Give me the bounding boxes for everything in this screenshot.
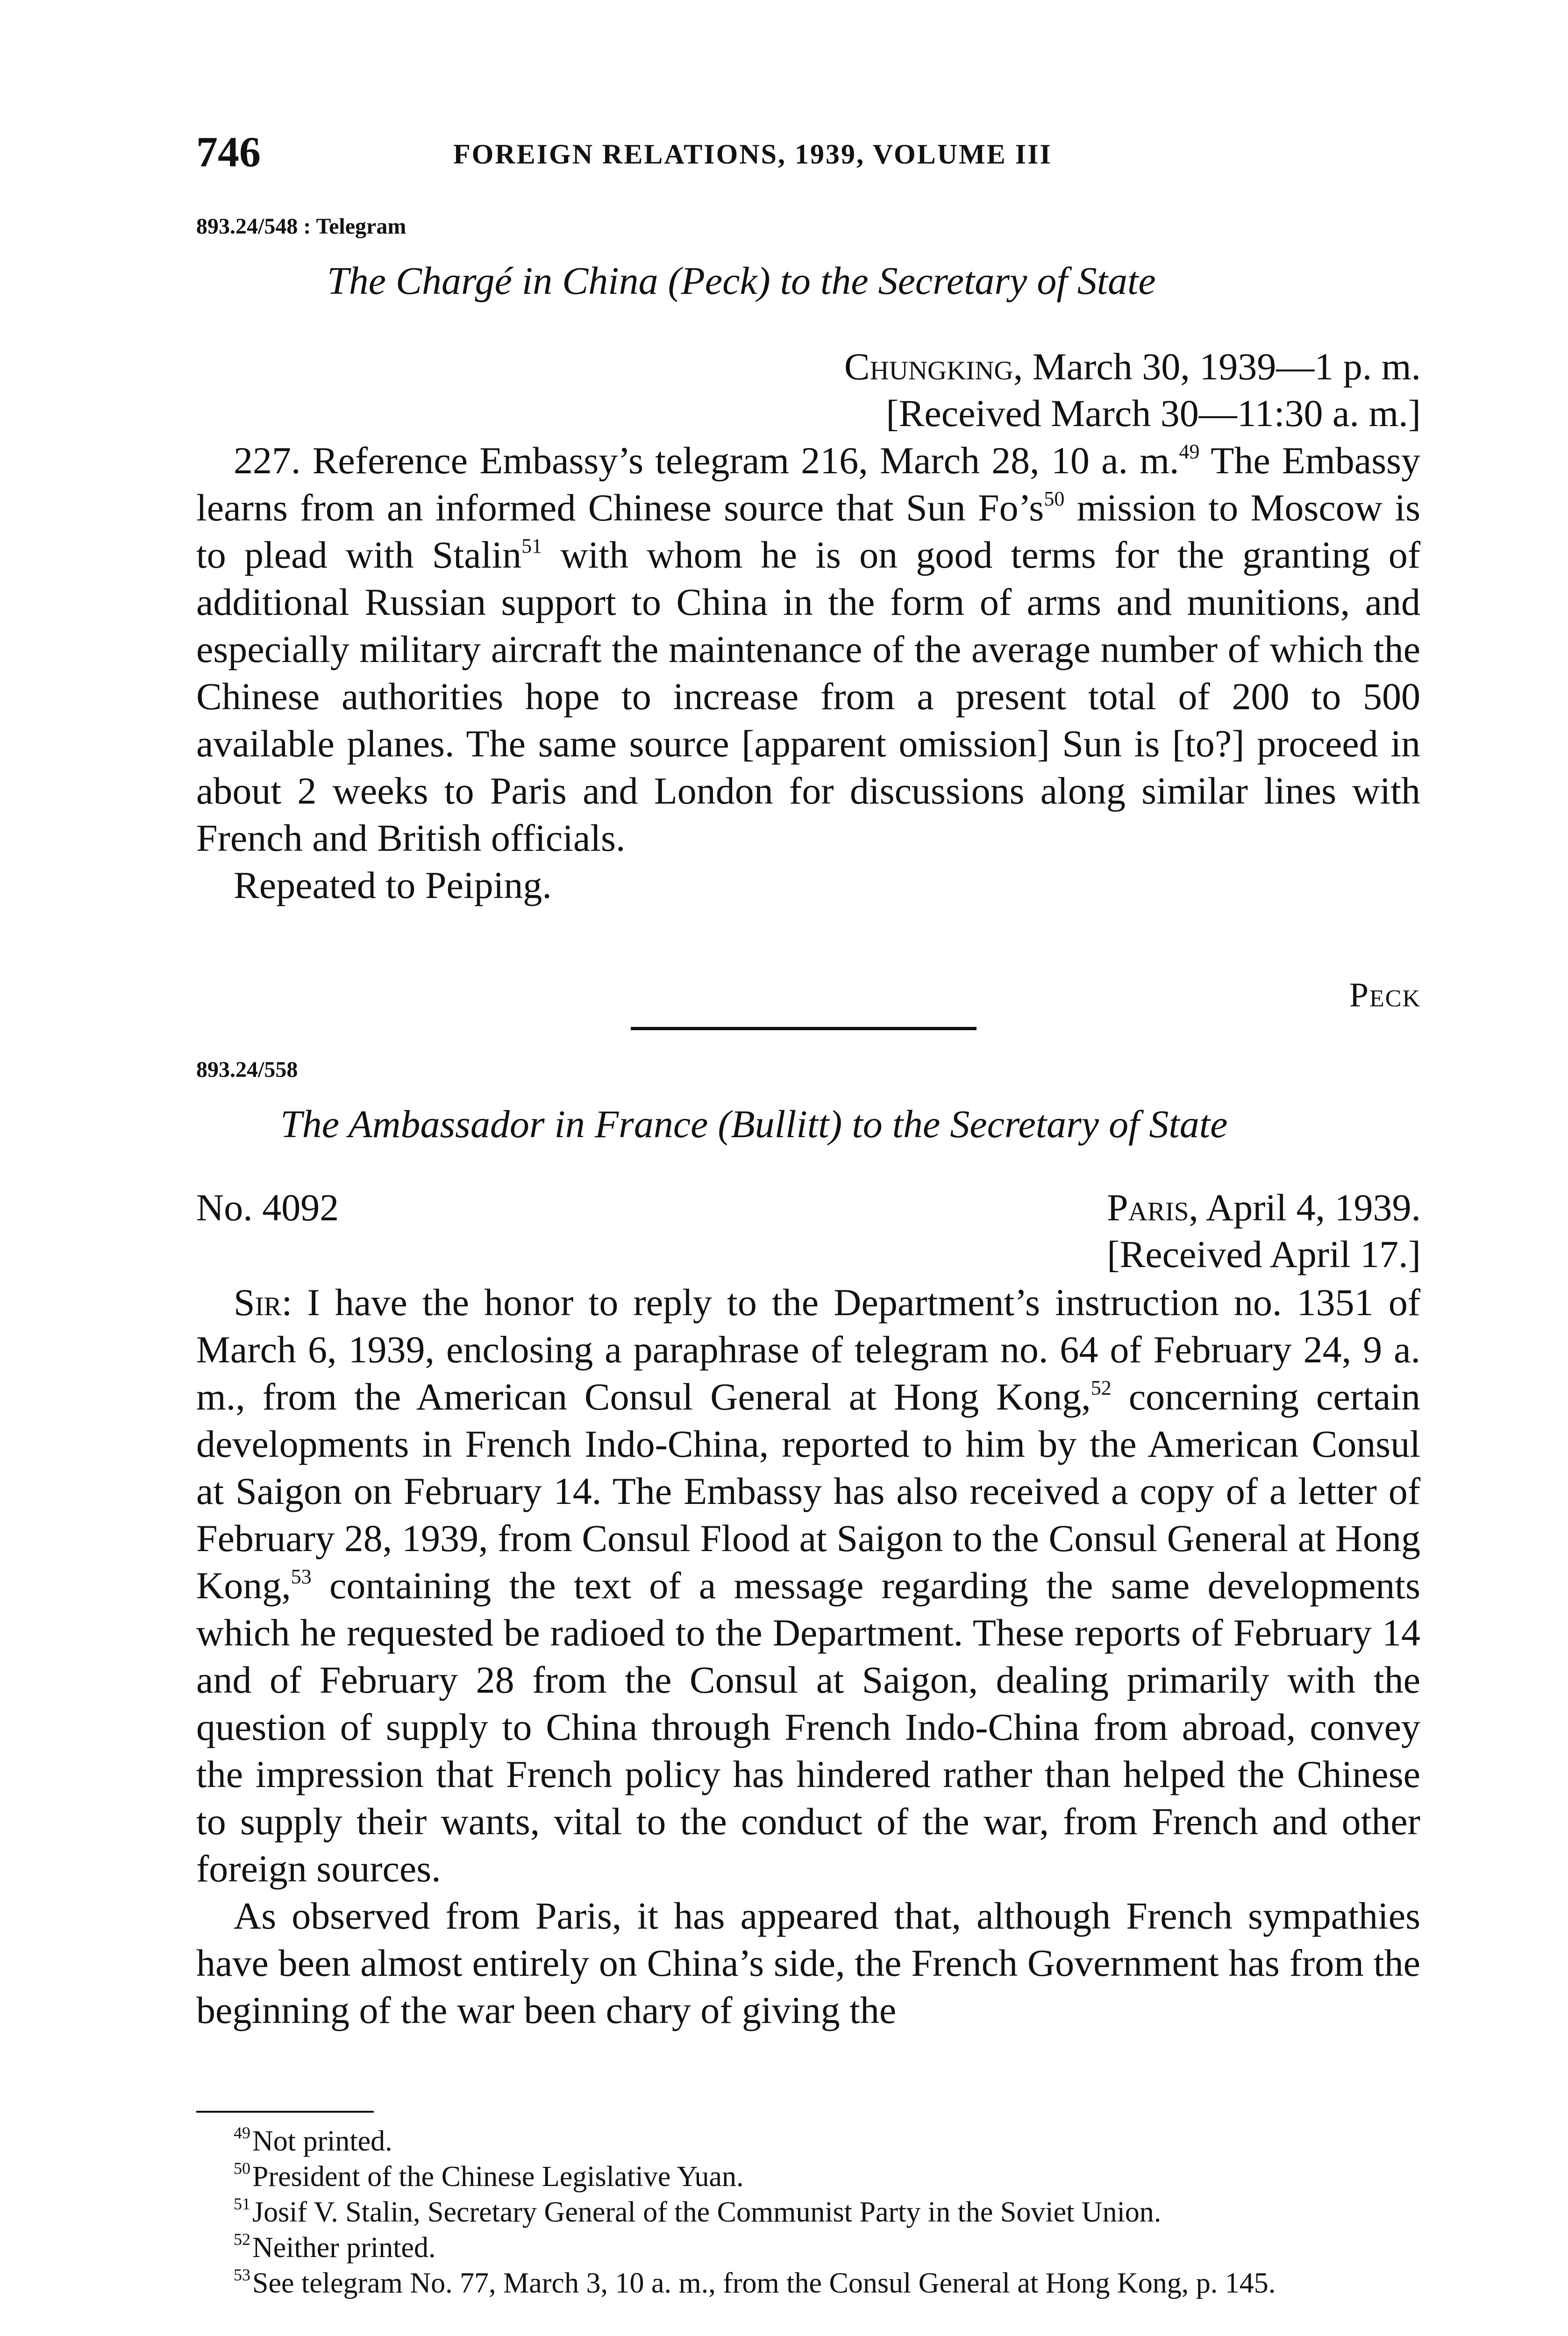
text-run: : I have the honor to reply to the Department’s instruction no. 1351 of March 6, 1939, enclosing a paraphrase of telegram no. 64 of February 24, 9 a. m., from the American Consul General at Hong Kong,	[196, 1281, 1420, 1418]
footnote-number: 49	[234, 2123, 250, 2142]
file-reference: 893.24/548 : Telegram	[196, 214, 406, 239]
footnote	[196, 2230, 1420, 2265]
footnote-text: Josif V. Stalin, Secretary General of the Communist Party in the Soviet Union.	[252, 2196, 1162, 2228]
footnote-text: Not printed.	[252, 2125, 392, 2157]
dateline-place: Paris	[1106, 1186, 1189, 1229]
text-run: with whom he is on good terms for the granting of additional Russian support to China in the form of arms and munitions, and especially military aircraft the maintenance of the average number of which the Chinese authorities hope to increase from a present total of 200 to 500 available planes. The same source [apparent omission] Sun is [to?] proceed in about 2 weeks to Paris and London for discussions along similar lines with French and British officials.	[196, 534, 1421, 859]
dateline-place: Chungking	[844, 345, 1013, 388]
footnote-text: President of the Chinese Legislative Yuan.	[252, 2161, 744, 2193]
footnote-ref: 53	[291, 1565, 312, 1588]
dateline	[844, 343, 1421, 390]
footnote-ref: 52	[1090, 1376, 1112, 1399]
footnote	[196, 2159, 1420, 2194]
paragraph	[196, 1279, 1420, 1892]
footnote-number: 50	[234, 2159, 250, 2178]
footnote-divider	[196, 2111, 374, 2113]
document-heading: The Ambassador in France (Bullitt) to the Secretary of State	[280, 1103, 1228, 1146]
despatch-body	[196, 1279, 1420, 2034]
text-run: 227. Reference Embassy’s telegram 216, March 28, 10 a. m.	[234, 439, 1179, 482]
footnotes	[196, 2123, 1420, 2301]
dateline	[1107, 1184, 1421, 1231]
footnote-ref: 49	[1179, 440, 1200, 463]
footnote-text: See telegram No. 77, March 3, 10 a. m., from the Consul General at Hong Kong, p. 145.	[252, 2267, 1276, 2299]
document-number: No. 4092	[196, 1186, 339, 1229]
received-line: [Received March 30—11:30 a. m.]	[886, 392, 1421, 434]
salutation: Sir	[234, 1281, 282, 1324]
dateline-date: , April 4, 1939.	[1189, 1186, 1421, 1229]
paragraph: Repeated to Peiping.	[234, 864, 552, 906]
telegram-body	[196, 437, 1420, 909]
footnote-text: Neither printed.	[252, 2232, 436, 2264]
page-number: 746	[196, 128, 261, 176]
footnote-number: 53	[234, 2265, 250, 2284]
text-run: mission to Moscow is to plead with Stalin	[196, 486, 1420, 576]
footnote	[196, 2194, 1420, 2230]
text-run: The Embassy learns from an informed Chinese source that Sun Fo’s	[196, 439, 1421, 529]
footnote-ref: 50	[1044, 487, 1065, 510]
paragraph	[196, 437, 1420, 862]
paragraph: As observed from Paris, it has appeared that, although French sympathies have been almost entirely on China’s side, the French Government has from the beginning of the war been chary of giving the	[196, 1894, 1420, 2031]
section-divider	[631, 1027, 976, 1030]
dateline-date: , March 30, 1939—1 p. m.	[1013, 345, 1421, 388]
footnote-number: 52	[234, 2230, 250, 2249]
footnote-ref: 51	[521, 534, 542, 557]
running-title: FOREIGN RELATIONS, 1939, VOLUME III	[453, 139, 1052, 170]
footnote	[196, 2123, 1420, 2159]
footnote	[196, 2265, 1420, 2301]
document-heading: The Chargé in China (Peck) to the Secretary of State	[327, 259, 1156, 303]
footnote-number: 51	[234, 2194, 250, 2213]
received-line: [Received April 17.]	[1107, 1233, 1421, 1275]
running-header	[0, 126, 1568, 178]
text-run: containing the text of a message regarding the same developments which he requested be radioed to the Department. These reports of February 14 and of February 28 from the Consul at Saigon, dealing primarily with the question of supply to China through French Indo-China from abroad, convey the impression that French policy has hindered rather than helped the Chinese to supply their wants, vital to the conduct of the war, from French and other foreign sources.	[196, 1564, 1420, 1890]
file-reference: 893.24/558	[196, 1057, 298, 1082]
text-run: concerning certain developments in French Indo-China, reported to him by the American Consul at Saigon on February 14. The Embassy has also received a copy of a letter of February 28, 1939, from Consul Flood at Saigon to the Consul General at Hong Kong,	[196, 1375, 1420, 1607]
signature: Peck	[1349, 976, 1421, 1014]
